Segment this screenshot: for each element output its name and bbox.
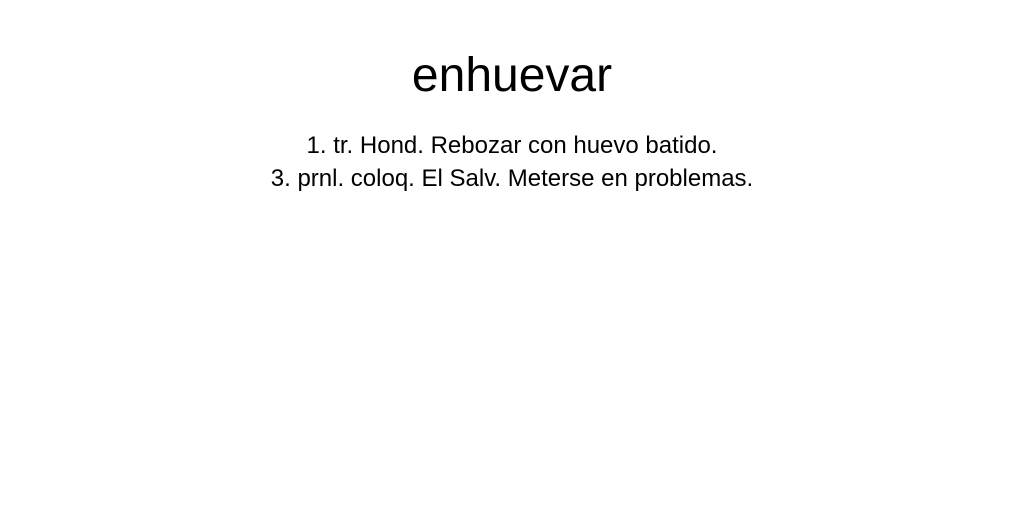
definition-item: 1. tr. Hond. Rebozar con huevo batido. (306, 132, 718, 159)
definition-item: 3. prnl. coloq. El Salv. Meterse en problemas. (270, 165, 754, 192)
definition-list (0, 129, 1024, 195)
entry-headword: enhuevar (411, 49, 613, 102)
